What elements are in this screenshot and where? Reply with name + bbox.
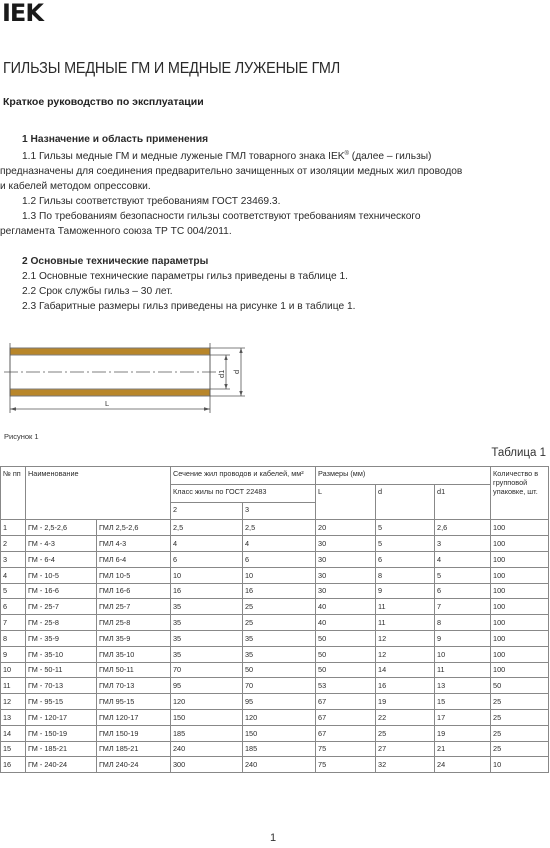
- table-cell: 10: [171, 567, 243, 583]
- document-subtitle: Краткое руководство по эксплуатации: [3, 96, 204, 108]
- table-cell: 19: [435, 725, 491, 741]
- table-row: [1, 551, 549, 567]
- table-row: [1, 662, 549, 678]
- table-cell: 30: [316, 551, 376, 567]
- table-cell: 120: [243, 709, 316, 725]
- table-cell: 100: [491, 599, 549, 615]
- table-cell: ГМЛ 150-19: [97, 725, 171, 741]
- table-cell: 35: [171, 630, 243, 646]
- table-cell: 9: [376, 583, 435, 599]
- table-cell: 10: [435, 646, 491, 662]
- table-cell: 6: [1, 599, 26, 615]
- table-cell: 100: [491, 520, 549, 536]
- table-cell: 50: [243, 662, 316, 678]
- table-cell: 100: [491, 662, 549, 678]
- table-cell: ГМ - 50-11: [26, 662, 97, 678]
- header-class-3: 3: [243, 502, 316, 520]
- table-cell: 50: [316, 630, 376, 646]
- table-cell: 16: [376, 678, 435, 694]
- table-cell: ГМЛ 2,5-2,6: [97, 520, 171, 536]
- arrow-d1-bottom: [224, 384, 227, 389]
- table-row: [1, 646, 549, 662]
- figure-caption: Рисунок 1: [4, 432, 39, 441]
- table-cell: ГМ - 240-24: [26, 757, 97, 773]
- table-cell: 25: [376, 725, 435, 741]
- table-cell: 150: [243, 725, 316, 741]
- table-cell: 5: [376, 536, 435, 552]
- table-cell: 100: [491, 583, 549, 599]
- header-dims: Размеры (мм): [316, 467, 491, 485]
- table-cell: 16: [171, 583, 243, 599]
- table-cell: ГМЛ 120-17: [97, 709, 171, 725]
- paragraph-2-2: 2.2 Срок службы гильз – 30 лет.: [22, 286, 173, 297]
- table-cell: 2: [1, 536, 26, 552]
- table-cell: 6: [243, 551, 316, 567]
- registered-mark: ®: [344, 151, 349, 157]
- table-cell: 75: [316, 741, 376, 757]
- table-cell: ГМ - 35-10: [26, 646, 97, 662]
- table-cell: 32: [376, 757, 435, 773]
- table-cell: ГМ - 25-8: [26, 615, 97, 631]
- table-cell: 35: [171, 599, 243, 615]
- table-cell: 100: [491, 567, 549, 583]
- table-cell: 8: [1, 630, 26, 646]
- table-row: [1, 615, 549, 631]
- paragraph-1-1-tail: (далее – гильзы): [348, 151, 432, 162]
- paragraph-1-3: 1.3 По требованиям безопасности гильзы соответствуют требованиям технического: [22, 211, 421, 222]
- table-cell: ГМЛ 35-10: [97, 646, 171, 662]
- table-cell: 35: [171, 646, 243, 662]
- table-cell: 25: [491, 725, 549, 741]
- table-cell: 27: [376, 741, 435, 757]
- table-cell: 25: [491, 694, 549, 710]
- table-cell: 100: [491, 551, 549, 567]
- table-cell: ГМ - 120-17: [26, 709, 97, 725]
- parameters-table: [0, 466, 549, 773]
- table-cell: 6: [376, 551, 435, 567]
- header-num: № пп: [1, 467, 26, 520]
- table-cell: 75: [316, 757, 376, 773]
- table-cell: 10: [243, 567, 316, 583]
- table-cell: 14: [376, 662, 435, 678]
- table-cell: 25: [491, 709, 549, 725]
- table-cell: 3: [1, 551, 26, 567]
- table-row: [1, 583, 549, 599]
- table-cell: 21: [435, 741, 491, 757]
- table-cell: 30: [316, 536, 376, 552]
- table-cell: 4: [171, 536, 243, 552]
- table-cell: 11: [376, 599, 435, 615]
- table-cell: 7: [1, 615, 26, 631]
- table-cell: ГМЛ 70-13: [97, 678, 171, 694]
- table-row: [1, 678, 549, 694]
- table-cell: 67: [316, 725, 376, 741]
- table-body: [1, 520, 549, 773]
- table-cell: 100: [491, 536, 549, 552]
- table-cell: 2,5: [171, 520, 243, 536]
- table-cell: 35: [243, 646, 316, 662]
- header-section: Сечение жил проводов и кабелей, мм²: [171, 467, 316, 485]
- table-row: [1, 599, 549, 615]
- table-cell: 185: [171, 725, 243, 741]
- table-cell: 40: [316, 599, 376, 615]
- table-row: [1, 741, 549, 757]
- table-cell: 11: [435, 662, 491, 678]
- table-cell: 12: [376, 630, 435, 646]
- paragraph-2-1: 2.1 Основные технические параметры гильз приведены в таблице 1.: [22, 271, 348, 282]
- table-cell: 11: [376, 615, 435, 631]
- table-cell: 35: [171, 615, 243, 631]
- table-cell: ГМЛ 95-15: [97, 694, 171, 710]
- table-cell: 15: [1, 741, 26, 757]
- table-cell: 10: [1, 662, 26, 678]
- table-cell: 10: [491, 757, 549, 773]
- table-cell: ГМЛ 240-24: [97, 757, 171, 773]
- paragraph-1-1: [0, 147, 545, 164]
- table-cell: 25: [491, 741, 549, 757]
- table-cell: ГМ - 150-19: [26, 725, 97, 741]
- table-cell: 95: [171, 678, 243, 694]
- header-class: Класс жилы по ГОСТ 22483: [171, 484, 316, 502]
- table-cell: 30: [316, 567, 376, 583]
- table-cell: ГМ - 6-4: [26, 551, 97, 567]
- dimension-label-d1: d1: [217, 369, 226, 378]
- table-cell: 4: [243, 536, 316, 552]
- logo-text: IEK: [2, 0, 43, 27]
- table-cell: 4: [435, 551, 491, 567]
- table-cell: ГМ - 95-15: [26, 694, 97, 710]
- table-cell: 67: [316, 709, 376, 725]
- paragraph-1-1-line2: предназначены для соединения предварительно зачищенных от изоляции медных жил проводов: [0, 166, 463, 177]
- table-cell: 240: [171, 741, 243, 757]
- table-cell: 16: [243, 583, 316, 599]
- section-purpose: [0, 132, 545, 239]
- table-row: [1, 567, 549, 583]
- page-number: 1: [270, 832, 277, 844]
- table-cell: 30: [316, 583, 376, 599]
- arrow-d1-top: [224, 355, 227, 360]
- table-cell: 9: [435, 630, 491, 646]
- iek-logo: [2, 0, 43, 27]
- table-cell: 6: [171, 551, 243, 567]
- table-cell: 100: [491, 646, 549, 662]
- table-cell: 2,6: [435, 520, 491, 536]
- table-cell: 40: [316, 615, 376, 631]
- table-cell: 70: [171, 662, 243, 678]
- paragraph-1-1-text: 1.1 Гильзы медные ГМ и медные луженые ГМЛ товарного знака IEK: [22, 151, 345, 162]
- table-cell: 22: [376, 709, 435, 725]
- table-cell: 50: [491, 678, 549, 694]
- table-cell: ГМЛ 4-3: [97, 536, 171, 552]
- table-cell: ГМЛ 185-21: [97, 741, 171, 757]
- table-cell: ГМЛ 35-9: [97, 630, 171, 646]
- table-cell: 12: [376, 646, 435, 662]
- table-cell: ГМ - 16-6: [26, 583, 97, 599]
- table-cell: 16: [1, 757, 26, 773]
- table-cell: 185: [243, 741, 316, 757]
- table-caption: Таблица 1: [491, 447, 546, 459]
- table-cell: ГМ - 185-21: [26, 741, 97, 757]
- section-2-heading: 2 Основные технические параметры: [22, 256, 209, 267]
- table-cell: ГМЛ 16-6: [97, 583, 171, 599]
- table-cell: 50: [316, 646, 376, 662]
- arrow-L-left: [10, 407, 16, 410]
- table-cell: 150: [171, 709, 243, 725]
- table-cell: 5: [376, 520, 435, 536]
- table-cell: 300: [171, 757, 243, 773]
- dimension-label-d: d: [232, 369, 241, 374]
- table-cell: 67: [316, 694, 376, 710]
- table-cell: 50: [316, 662, 376, 678]
- table-cell: 4: [1, 567, 26, 583]
- table-cell: ГМ - 2,5-2,6: [26, 520, 97, 536]
- table-row: [1, 520, 549, 536]
- table-cell: ГМ - 25-7: [26, 599, 97, 615]
- table-cell: ГМЛ 25-7: [97, 599, 171, 615]
- arrow-L-right: [204, 407, 210, 410]
- table-cell: 2,5: [243, 520, 316, 536]
- table-cell: 3: [435, 536, 491, 552]
- table-cell: ГМ - 35-9: [26, 630, 97, 646]
- table-cell: 13: [435, 678, 491, 694]
- table-cell: 15: [435, 694, 491, 710]
- table-cell: 100: [491, 630, 549, 646]
- paragraph-1-3-line2: регламента Таможенного союза ТР ТС 004/2011.: [0, 226, 232, 237]
- table-cell: 5: [435, 567, 491, 583]
- table-cell: 20: [316, 520, 376, 536]
- table-cell: 19: [376, 694, 435, 710]
- table-cell: 8: [376, 567, 435, 583]
- table-cell: 13: [1, 709, 26, 725]
- arrow-d-top: [239, 348, 242, 353]
- table-cell: 100: [491, 615, 549, 631]
- section-parameters: [0, 254, 545, 314]
- table-cell: 120: [171, 694, 243, 710]
- table-cell: ГМЛ 50-11: [97, 662, 171, 678]
- header-L: L: [316, 484, 376, 520]
- table-cell: ГМЛ 25-8: [97, 615, 171, 631]
- table-cell: 25: [243, 615, 316, 631]
- table-cell: ГМ - 4-3: [26, 536, 97, 552]
- table-cell: ГМЛ 10-5: [97, 567, 171, 583]
- header-d: d: [376, 484, 435, 520]
- sleeve-wall-top: [11, 349, 210, 355]
- table-row: [1, 757, 549, 773]
- section-1-heading: 1 Назначение и область применения: [22, 134, 209, 145]
- header-class-2: 2: [171, 502, 243, 520]
- table-cell: 14: [1, 725, 26, 741]
- table-row: [1, 536, 549, 552]
- table-cell: 35: [243, 630, 316, 646]
- table-row: [1, 725, 549, 741]
- table-cell: 9: [1, 646, 26, 662]
- table-cell: 11: [1, 678, 26, 694]
- table-cell: 17: [435, 709, 491, 725]
- dimension-label-L: L: [105, 399, 110, 408]
- table-row: [1, 694, 549, 710]
- table-cell: 1: [1, 520, 26, 536]
- sleeve-drawing: [0, 335, 290, 430]
- table-cell: 7: [435, 599, 491, 615]
- header-d1: d1: [435, 484, 491, 520]
- table-cell: 8: [435, 615, 491, 631]
- table-cell: 240: [243, 757, 316, 773]
- paragraph-1-1-line3: и кабелей методом опрессовки.: [0, 181, 151, 192]
- table-cell: ГМЛ 6-4: [97, 551, 171, 567]
- table-cell: 25: [243, 599, 316, 615]
- paragraph-2-3: 2.3 Габаритные размеры гильз приведены на рисунке 1 и в таблице 1.: [22, 301, 356, 312]
- header-name: Наименование: [26, 467, 171, 520]
- table-header-row-1: [1, 467, 549, 485]
- header-qty: Количество в групповой упаковке, шт.: [491, 467, 549, 520]
- sleeve-wall-bottom: [11, 390, 210, 396]
- table-row: [1, 709, 549, 725]
- table-cell: 24: [435, 757, 491, 773]
- table-cell: ГМ - 70-13: [26, 678, 97, 694]
- table-row: [1, 630, 549, 646]
- document-title: ГИЛЬЗЫ МЕДНЫЕ ГМ И МЕДНЫЕ ЛУЖЕНЫЕ ГМЛ: [3, 60, 341, 77]
- table-cell: 53: [316, 678, 376, 694]
- table-cell: 70: [243, 678, 316, 694]
- arrow-d-bottom: [239, 391, 242, 396]
- table-cell: 6: [435, 583, 491, 599]
- table-cell: 5: [1, 583, 26, 599]
- table-cell: ГМ - 10-5: [26, 567, 97, 583]
- paragraph-1-2: 1.2 Гильзы соответствуют требованиям ГОСТ 23469.3.: [22, 196, 281, 207]
- table-cell: 95: [243, 694, 316, 710]
- table-cell: 12: [1, 694, 26, 710]
